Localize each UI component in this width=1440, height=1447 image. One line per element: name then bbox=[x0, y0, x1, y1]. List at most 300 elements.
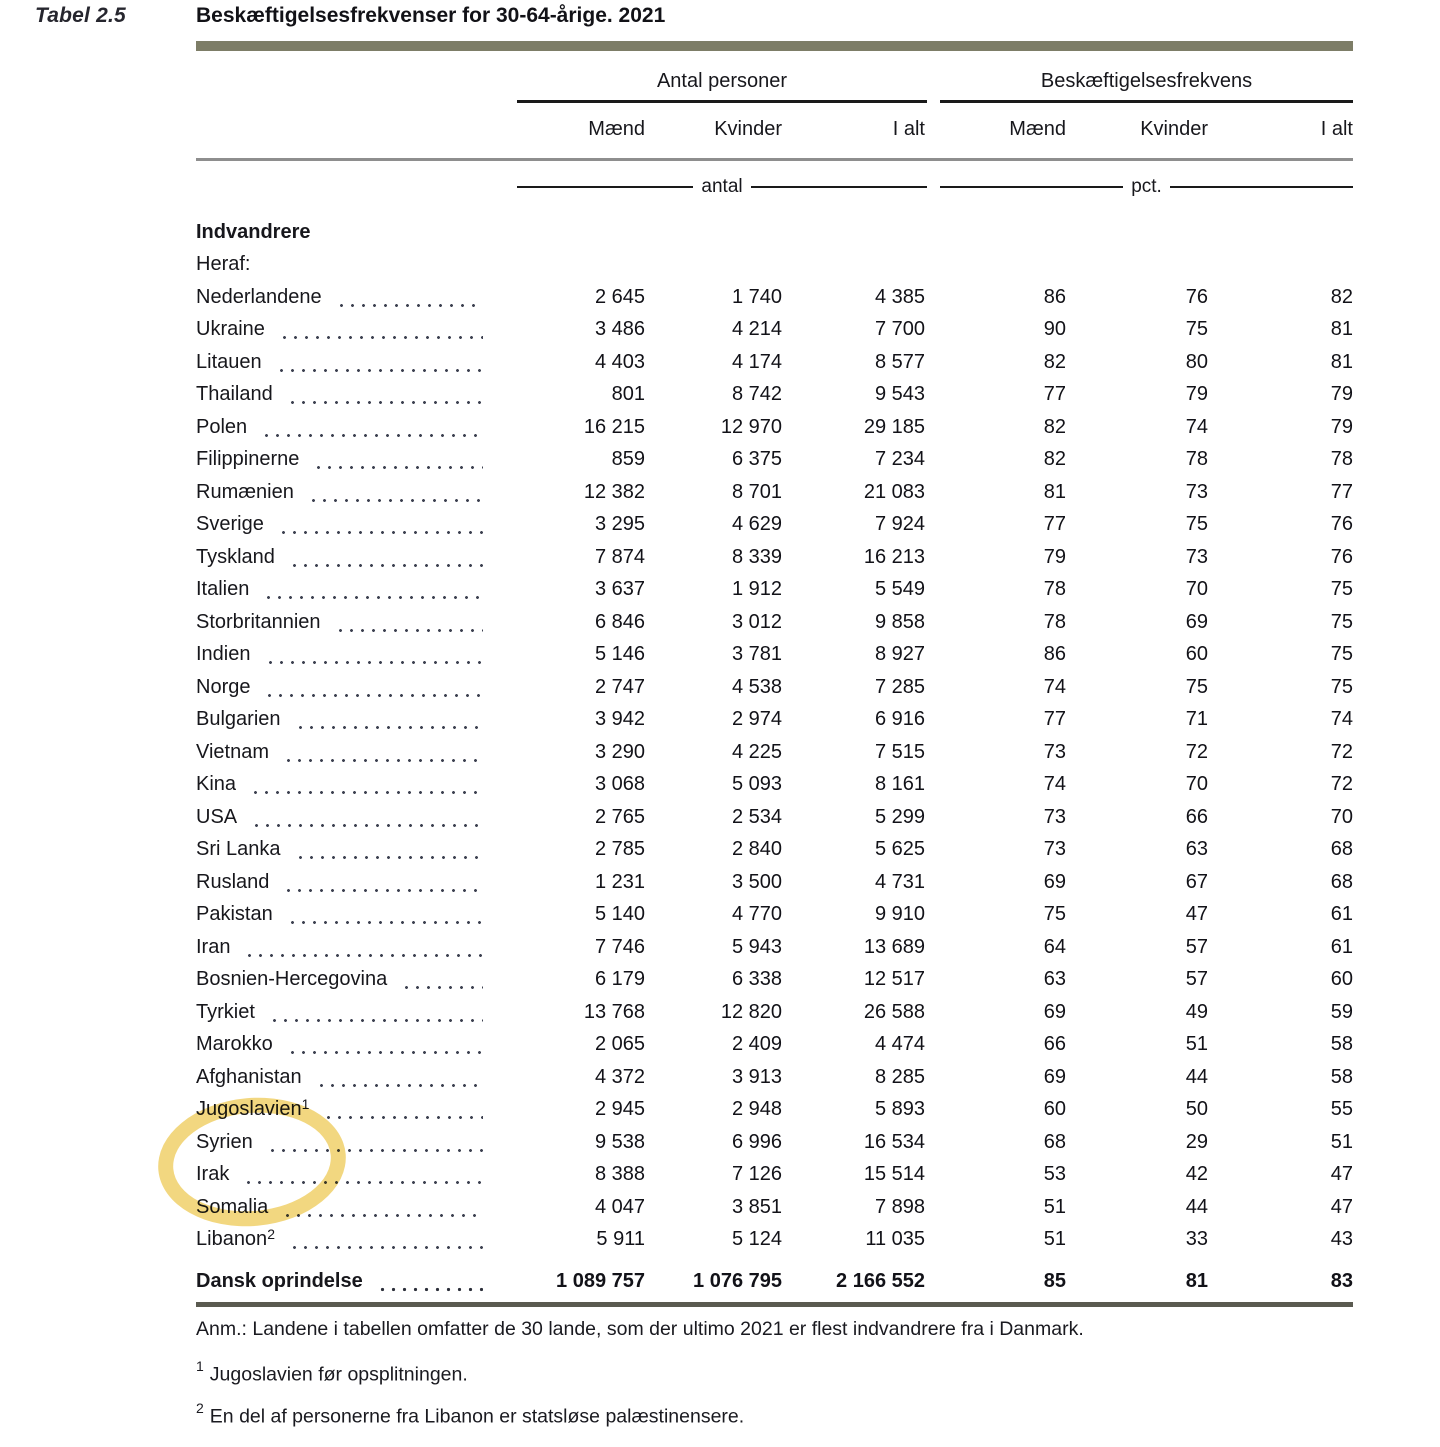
table-row bbox=[196, 1126, 1353, 1159]
value-ialt-antal: 4 385 bbox=[874, 285, 925, 308]
country-label-cell bbox=[196, 351, 487, 374]
section-label: Heraf: bbox=[196, 253, 251, 276]
value-ialt-antal: 8 927 bbox=[874, 643, 925, 666]
value-maend-pct: 75 bbox=[1043, 903, 1066, 926]
value-kvinder-pct: 80 bbox=[1185, 350, 1208, 373]
table-row bbox=[196, 1224, 1353, 1257]
table-row bbox=[196, 476, 1353, 509]
country-label: Indien bbox=[196, 643, 251, 666]
value-maend-antal: 3 068 bbox=[594, 773, 645, 796]
dot-leader bbox=[251, 811, 483, 829]
table-row bbox=[196, 834, 1353, 867]
value-maend-pct: 82 bbox=[1043, 350, 1066, 373]
value-ialt-pct: 72 bbox=[1330, 740, 1353, 763]
country-label: Italien bbox=[196, 578, 250, 601]
table-row bbox=[196, 574, 1353, 607]
value-ialt-pct: 74 bbox=[1330, 708, 1353, 731]
value-ialt-pct: 79 bbox=[1330, 415, 1353, 438]
value-ialt-pct: 72 bbox=[1330, 773, 1353, 796]
dot-leader bbox=[261, 421, 483, 439]
value-maend-antal: 5 146 bbox=[594, 643, 645, 666]
column-group-beskaeftigelsesfrekvens: Beskæftigelsesfrekvens bbox=[1040, 70, 1253, 92]
footnote-1 bbox=[196, 1360, 468, 1387]
value-ialt-antal: 8 577 bbox=[874, 350, 925, 373]
value-kvinder-pct: 57 bbox=[1185, 968, 1208, 991]
value-kvinder-antal: 4 214 bbox=[731, 318, 782, 341]
table-bottom-rule bbox=[196, 1302, 1353, 1307]
value-maend-antal: 7 746 bbox=[594, 935, 645, 958]
value-ialt-pct: 76 bbox=[1330, 545, 1353, 568]
value-maend-pct: 90 bbox=[1043, 318, 1066, 341]
dot-leader bbox=[250, 778, 483, 796]
value-ialt-antal: 12 517 bbox=[863, 968, 925, 991]
country-label-cell bbox=[196, 448, 487, 471]
value-ialt-pct: 47 bbox=[1330, 1163, 1353, 1186]
table-row bbox=[196, 704, 1353, 737]
value-ialt-antal: 7 700 bbox=[874, 318, 925, 341]
footnote-1-text: Jugoslavien før opsplitningen. bbox=[209, 1363, 468, 1386]
country-label-cell bbox=[196, 318, 487, 341]
country-label: Rumænien bbox=[196, 480, 294, 503]
table-row bbox=[196, 801, 1353, 834]
value-kvinder-antal: 6 338 bbox=[731, 968, 782, 991]
country-label-cell: Jugoslavien $^1$ bbox=[196, 1098, 487, 1121]
country-label-cell: Libanon $^2$ bbox=[196, 1228, 487, 1251]
value-kvinder-pct: 69 bbox=[1185, 610, 1208, 633]
value-kvinder-antal: 6 996 bbox=[731, 1130, 782, 1153]
value-maend-pct: 69 bbox=[1043, 1065, 1066, 1088]
value-ialt-antal: 16 213 bbox=[863, 545, 925, 568]
header-divider-rule bbox=[196, 158, 1353, 161]
value-ialt-pct: 75 bbox=[1330, 643, 1353, 666]
table-row bbox=[196, 866, 1353, 899]
country-label: Kina bbox=[196, 773, 237, 796]
value-maend-antal: 7 874 bbox=[594, 545, 645, 568]
country-label-cell bbox=[196, 936, 487, 959]
value-kvinder-antal: 2 974 bbox=[731, 708, 782, 731]
country-label-cell bbox=[196, 773, 487, 796]
sub-header-row bbox=[196, 118, 1353, 141]
country-label-cell bbox=[196, 1131, 487, 1154]
table-tag: Tabel 2.5 bbox=[35, 4, 126, 27]
sub-header-spacer bbox=[196, 118, 487, 141]
total-maend-antal: 1 089 757 bbox=[556, 1269, 645, 1292]
total-label-cell bbox=[196, 1270, 487, 1293]
table-row bbox=[196, 1191, 1353, 1224]
value-kvinder-antal: 5 943 bbox=[731, 935, 782, 958]
country-label: Jugoslavien bbox=[196, 1098, 302, 1121]
value-ialt-antal: 7 234 bbox=[874, 448, 925, 471]
value-maend-antal: 13 768 bbox=[583, 1000, 645, 1023]
country-label: Rusland bbox=[196, 870, 270, 893]
value-kvinder-antal: 3 913 bbox=[731, 1065, 782, 1088]
value-maend-antal: 3 295 bbox=[594, 513, 645, 536]
value-ialt-antal: 7 515 bbox=[874, 740, 925, 763]
dot-leader bbox=[289, 1233, 483, 1251]
value-ialt-pct: 81 bbox=[1330, 318, 1353, 341]
value-maend-antal: 4 047 bbox=[594, 1195, 645, 1218]
country-label: Somalia bbox=[196, 1195, 269, 1218]
dot-leader bbox=[295, 843, 484, 861]
value-kvinder-pct: 29 bbox=[1185, 1130, 1208, 1153]
value-maend-antal: 6 846 bbox=[594, 610, 645, 633]
table-row bbox=[196, 444, 1353, 477]
table-row bbox=[196, 899, 1353, 932]
table-row bbox=[196, 1029, 1353, 1062]
dot-leader bbox=[377, 1275, 483, 1293]
value-ialt-antal: 5 893 bbox=[874, 1098, 925, 1121]
section-row-indvandrere bbox=[196, 216, 1353, 249]
dot-leader bbox=[283, 876, 483, 894]
country-label: Storbritannien bbox=[196, 610, 321, 633]
value-ialt-antal: 29 185 bbox=[863, 415, 925, 438]
country-label-cell bbox=[196, 1001, 487, 1024]
value-kvinder-pct: 63 bbox=[1185, 838, 1208, 861]
unit-line bbox=[940, 186, 1123, 189]
dot-leader bbox=[287, 908, 483, 926]
dot-leader bbox=[263, 583, 483, 601]
value-kvinder-pct: 51 bbox=[1185, 1033, 1208, 1056]
value-kvinder-pct: 66 bbox=[1185, 805, 1208, 828]
value-maend-pct: 78 bbox=[1043, 578, 1066, 601]
value-maend-pct: 68 bbox=[1043, 1130, 1066, 1153]
value-ialt-pct: 43 bbox=[1330, 1228, 1353, 1251]
value-maend-antal: 8 388 bbox=[594, 1163, 645, 1186]
country-label: Polen bbox=[196, 415, 248, 438]
value-kvinder-pct: 60 bbox=[1185, 643, 1208, 666]
country-label-cell bbox=[196, 806, 487, 829]
value-maend-antal: 5 911 bbox=[596, 1228, 645, 1251]
value-ialt-antal: 4 731 bbox=[874, 870, 925, 893]
dot-leader bbox=[401, 973, 483, 991]
value-ialt-antal: 7 285 bbox=[874, 675, 925, 698]
value-kvinder-pct: 70 bbox=[1185, 578, 1208, 601]
dot-leader bbox=[308, 486, 483, 504]
table-row bbox=[196, 736, 1353, 769]
table-row bbox=[196, 931, 1353, 964]
sub-header-ialt-antal: I alt bbox=[892, 118, 925, 140]
country-label: Vietnam bbox=[196, 740, 270, 763]
total-ialt-pct: 83 bbox=[1330, 1269, 1353, 1292]
country-label-cell bbox=[196, 578, 487, 601]
value-maend-antal: 801 bbox=[611, 383, 645, 406]
dot-leader bbox=[323, 1103, 483, 1121]
dot-leader bbox=[289, 551, 483, 569]
value-kvinder-pct: 50 bbox=[1185, 1098, 1208, 1121]
value-maend-pct: 69 bbox=[1043, 1000, 1066, 1023]
total-kvinder-antal: 1 076 795 bbox=[693, 1269, 782, 1292]
value-maend-pct: 81 bbox=[1043, 480, 1066, 503]
country-label-cell bbox=[196, 676, 487, 699]
value-maend-antal: 2 785 bbox=[594, 838, 645, 861]
sub-header-kvinder-pct: Kvinder bbox=[1140, 118, 1208, 140]
value-maend-pct: 82 bbox=[1043, 415, 1066, 438]
value-ialt-antal: 9 858 bbox=[874, 610, 925, 633]
country-label: Sri Lanka bbox=[196, 838, 281, 861]
country-label-cell bbox=[196, 1163, 487, 1186]
value-maend-pct: 64 bbox=[1043, 935, 1066, 958]
country-label-cell bbox=[196, 741, 487, 764]
value-ialt-pct: 76 bbox=[1330, 513, 1353, 536]
country-label-cell bbox=[196, 1033, 487, 1056]
value-kvinder-antal: 4 629 bbox=[731, 513, 782, 536]
unit-line bbox=[1170, 186, 1353, 189]
country-label: Irak bbox=[196, 1163, 230, 1186]
value-maend-antal: 859 bbox=[611, 448, 645, 471]
section-row-heraf bbox=[196, 249, 1353, 282]
value-kvinder-antal: 7 126 bbox=[731, 1163, 782, 1186]
value-ialt-antal: 15 514 bbox=[863, 1163, 925, 1186]
value-maend-antal: 3 942 bbox=[594, 708, 645, 731]
country-label: Tyrkiet bbox=[196, 1000, 255, 1023]
value-ialt-antal: 5 549 bbox=[874, 578, 925, 601]
value-ialt-pct: 61 bbox=[1330, 903, 1353, 926]
value-kvinder-pct: 75 bbox=[1185, 318, 1208, 341]
value-maend-antal: 6 179 bbox=[594, 968, 645, 991]
value-ialt-antal: 5 299 bbox=[874, 805, 925, 828]
value-kvinder-pct: 33 bbox=[1185, 1228, 1208, 1251]
table-row bbox=[196, 1094, 1353, 1127]
country-label: Libanon bbox=[196, 1228, 268, 1251]
table-row bbox=[196, 281, 1353, 314]
value-ialt-pct: 68 bbox=[1330, 838, 1353, 861]
country-label: Bulgarien bbox=[196, 708, 281, 731]
value-maend-antal: 16 215 bbox=[583, 415, 645, 438]
country-label-cell bbox=[196, 416, 487, 439]
value-maend-antal: 1 231 bbox=[594, 870, 645, 893]
country-label-cell bbox=[196, 383, 487, 406]
value-maend-antal: 4 372 bbox=[594, 1065, 645, 1088]
table-row bbox=[196, 509, 1353, 542]
footnote-2-marker: 2 bbox=[196, 1400, 204, 1416]
value-maend-pct: 78 bbox=[1043, 610, 1066, 633]
dot-leader bbox=[243, 1168, 483, 1186]
value-kvinder-antal: 3 012 bbox=[731, 610, 782, 633]
value-kvinder-antal: 12 970 bbox=[720, 415, 782, 438]
value-ialt-antal: 8 285 bbox=[874, 1065, 925, 1088]
value-ialt-antal: 7 898 bbox=[874, 1195, 925, 1218]
footnote-2 bbox=[196, 1402, 744, 1429]
value-maend-antal: 12 382 bbox=[583, 480, 645, 503]
country-label-cell bbox=[196, 968, 487, 991]
country-label: Pakistan bbox=[196, 903, 273, 926]
value-kvinder-antal: 4 225 bbox=[731, 740, 782, 763]
value-maend-antal: 3 486 bbox=[594, 318, 645, 341]
value-kvinder-antal: 1 912 bbox=[731, 578, 782, 601]
value-ialt-pct: 70 bbox=[1330, 805, 1353, 828]
value-kvinder-antal: 2 840 bbox=[731, 838, 782, 861]
dot-leader bbox=[265, 648, 484, 666]
total-label: Dansk oprindelse bbox=[196, 1269, 363, 1292]
dot-leader bbox=[295, 713, 483, 731]
country-label-cell bbox=[196, 546, 487, 569]
value-ialt-pct: 60 bbox=[1330, 968, 1353, 991]
value-maend-pct: 60 bbox=[1043, 1098, 1066, 1121]
country-label-cell bbox=[196, 708, 487, 731]
value-maend-pct: 79 bbox=[1043, 545, 1066, 568]
value-maend-pct: 51 bbox=[1043, 1228, 1066, 1251]
value-maend-pct: 66 bbox=[1043, 1033, 1066, 1056]
country-label-cell bbox=[196, 903, 487, 926]
table-row bbox=[196, 541, 1353, 574]
dot-leader bbox=[267, 1136, 483, 1154]
value-kvinder-pct: 47 bbox=[1185, 903, 1208, 926]
value-kvinder-pct: 67 bbox=[1185, 870, 1208, 893]
value-ialt-pct: 77 bbox=[1330, 480, 1353, 503]
country-label-cell bbox=[196, 286, 487, 309]
value-ialt-antal: 26 588 bbox=[863, 1000, 925, 1023]
value-maend-pct: 51 bbox=[1043, 1195, 1066, 1218]
dot-leader bbox=[336, 291, 483, 309]
dot-leader bbox=[244, 941, 483, 959]
table-row bbox=[196, 769, 1353, 802]
country-label: Syrien bbox=[196, 1130, 253, 1153]
country-label: Norge bbox=[196, 675, 251, 698]
dot-leader bbox=[279, 323, 483, 341]
value-kvinder-pct: 76 bbox=[1185, 285, 1208, 308]
value-kvinder-antal: 3 500 bbox=[731, 870, 782, 893]
table-row bbox=[196, 671, 1353, 704]
value-ialt-pct: 58 bbox=[1330, 1033, 1353, 1056]
value-maend-antal: 2 645 bbox=[594, 285, 645, 308]
table-row bbox=[196, 1061, 1353, 1094]
value-ialt-antal: 9 910 bbox=[874, 903, 925, 926]
value-kvinder-antal: 12 820 bbox=[720, 1000, 782, 1023]
country-label-cell bbox=[196, 1196, 487, 1219]
value-ialt-antal: 11 035 bbox=[865, 1228, 925, 1251]
dot-leader bbox=[276, 356, 483, 374]
value-ialt-pct: 58 bbox=[1330, 1065, 1353, 1088]
value-kvinder-pct: 73 bbox=[1185, 480, 1208, 503]
dot-leader bbox=[335, 616, 483, 634]
value-ialt-pct: 47 bbox=[1330, 1195, 1353, 1218]
value-maend-pct: 77 bbox=[1043, 383, 1066, 406]
value-maend-pct: 73 bbox=[1043, 838, 1066, 861]
value-kvinder-antal: 5 093 bbox=[731, 773, 782, 796]
table-body bbox=[196, 216, 1353, 1256]
value-kvinder-antal: 4 538 bbox=[731, 675, 782, 698]
value-ialt-pct: 82 bbox=[1330, 285, 1353, 308]
country-label: Sverige bbox=[196, 513, 264, 536]
value-kvinder-pct: 74 bbox=[1185, 415, 1208, 438]
dot-leader bbox=[287, 1038, 483, 1056]
country-label: Ukraine bbox=[196, 318, 265, 341]
country-label: Nederlandene bbox=[196, 285, 322, 308]
value-maend-antal: 3 290 bbox=[594, 740, 645, 763]
value-ialt-pct: 68 bbox=[1330, 870, 1353, 893]
country-label: Filippinerne bbox=[196, 448, 300, 471]
value-maend-pct: 77 bbox=[1043, 513, 1066, 536]
value-maend-antal: 4 403 bbox=[594, 350, 645, 373]
value-ialt-antal: 8 161 bbox=[874, 773, 925, 796]
country-label-cell bbox=[196, 838, 487, 861]
footnote-2-text: En del af personerne fra Libanon er statsløse palæstinensere. bbox=[209, 1405, 745, 1428]
value-kvinder-antal: 4 770 bbox=[731, 903, 782, 926]
value-maend-pct: 86 bbox=[1043, 285, 1066, 308]
value-maend-pct: 69 bbox=[1043, 870, 1066, 893]
country-label-cell bbox=[196, 871, 487, 894]
value-maend-antal: 2 765 bbox=[594, 805, 645, 828]
table-row bbox=[196, 411, 1353, 444]
sub-header-kvinder-antal: Kvinder bbox=[714, 118, 782, 140]
value-ialt-pct: 78 bbox=[1330, 448, 1353, 471]
value-maend-pct: 73 bbox=[1043, 805, 1066, 828]
value-ialt-antal: 4 474 bbox=[874, 1033, 925, 1056]
value-maend-pct: 82 bbox=[1043, 448, 1066, 471]
page-title: Beskæftigelsesfrekvenser for 30-64-årige. 2021 bbox=[196, 4, 666, 27]
table-row bbox=[196, 606, 1353, 639]
total-row-container bbox=[196, 1263, 1353, 1299]
value-kvinder-antal: 2 409 bbox=[731, 1033, 782, 1056]
value-kvinder-pct: 75 bbox=[1185, 513, 1208, 536]
table-row bbox=[196, 964, 1353, 997]
value-ialt-pct: 51 bbox=[1330, 1130, 1353, 1153]
value-kvinder-pct: 79 bbox=[1185, 383, 1208, 406]
group-rule-right bbox=[940, 100, 1353, 103]
value-ialt-pct: 75 bbox=[1330, 675, 1353, 698]
value-ialt-antal: 21 083 bbox=[863, 480, 925, 503]
section-label: Indvandrere bbox=[196, 220, 311, 243]
total-row bbox=[196, 1263, 1353, 1299]
value-maend-antal: 9 538 bbox=[594, 1130, 645, 1153]
value-ialt-pct: 81 bbox=[1330, 350, 1353, 373]
dot-leader bbox=[278, 518, 483, 536]
value-kvinder-antal: 5 124 bbox=[731, 1228, 782, 1251]
country-label: Tyskland bbox=[196, 545, 275, 568]
value-maend-antal: 2 747 bbox=[594, 675, 645, 698]
unit-row-antal bbox=[517, 176, 927, 198]
value-ialt-antal: 6 916 bbox=[874, 708, 925, 731]
table-row bbox=[196, 379, 1353, 412]
country-label: Marokko bbox=[196, 1033, 273, 1056]
value-ialt-antal: 16 534 bbox=[863, 1130, 925, 1153]
value-kvinder-pct: 44 bbox=[1185, 1065, 1208, 1088]
value-kvinder-antal: 8 742 bbox=[731, 383, 782, 406]
country-label: Iran bbox=[196, 935, 231, 958]
value-kvinder-pct: 44 bbox=[1185, 1195, 1208, 1218]
value-kvinder-antal: 2 948 bbox=[731, 1098, 782, 1121]
table-row bbox=[196, 314, 1353, 347]
value-kvinder-pct: 75 bbox=[1185, 675, 1208, 698]
table-row bbox=[196, 1159, 1353, 1192]
sub-header-maend-pct: Mænd bbox=[1009, 118, 1066, 140]
sub-header-ialt-pct: I alt bbox=[1320, 118, 1353, 140]
total-ialt-antal: 2 166 552 bbox=[836, 1269, 925, 1292]
value-kvinder-antal: 6 375 bbox=[731, 448, 782, 471]
value-kvinder-antal: 4 174 bbox=[731, 350, 782, 373]
value-ialt-pct: 61 bbox=[1330, 935, 1353, 958]
value-maend-pct: 53 bbox=[1043, 1163, 1066, 1186]
value-maend-pct: 74 bbox=[1043, 773, 1066, 796]
value-maend-pct: 73 bbox=[1043, 740, 1066, 763]
dot-leader bbox=[282, 1201, 483, 1219]
dot-leader bbox=[313, 453, 483, 471]
footnote-1-marker: 1 bbox=[196, 1358, 204, 1374]
table-row bbox=[196, 346, 1353, 379]
value-kvinder-antal: 2 534 bbox=[731, 805, 782, 828]
dot-leader bbox=[264, 681, 483, 699]
value-ialt-antal: 9 543 bbox=[874, 383, 925, 406]
value-ialt-antal: 5 625 bbox=[874, 838, 925, 861]
value-kvinder-pct: 42 bbox=[1185, 1163, 1208, 1186]
unit-line bbox=[751, 186, 927, 189]
dot-leader bbox=[287, 388, 483, 406]
value-kvinder-pct: 49 bbox=[1185, 1000, 1208, 1023]
value-kvinder-pct: 73 bbox=[1185, 545, 1208, 568]
country-label-cell bbox=[196, 513, 487, 536]
value-kvinder-pct: 57 bbox=[1185, 935, 1208, 958]
country-label-cell bbox=[196, 611, 487, 634]
